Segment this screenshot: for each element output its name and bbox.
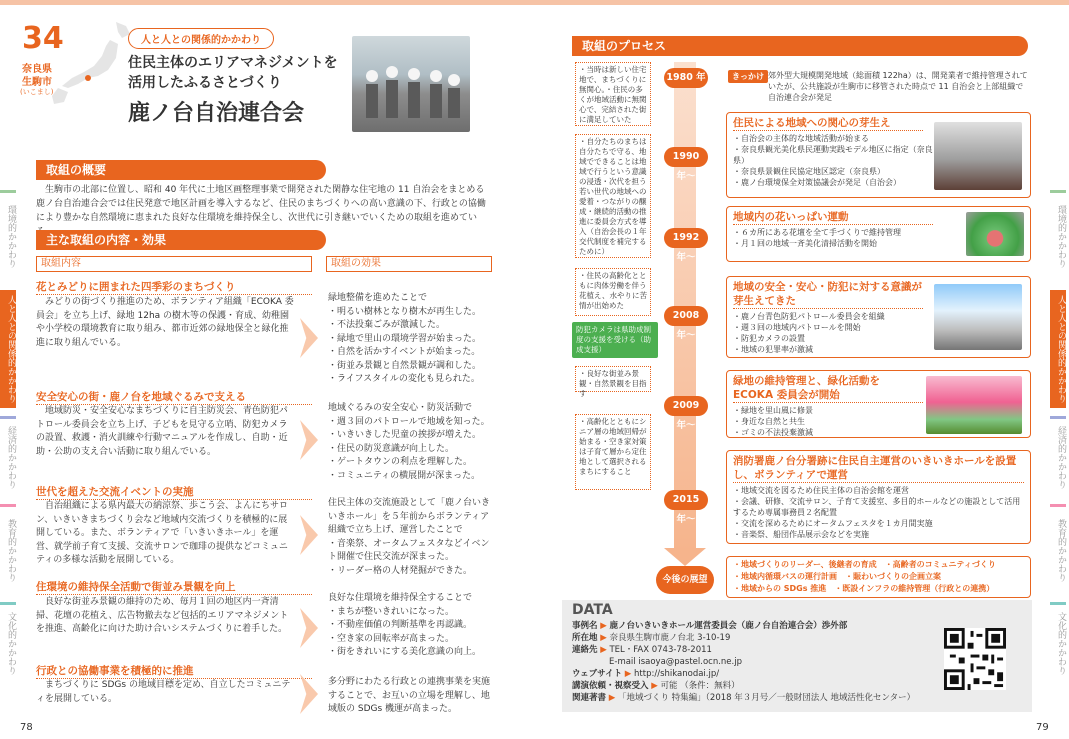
event-2009-title: 緑地の維持管理と、緑化活動を ECOKA 委員会が開始 <box>733 374 923 403</box>
side-tab-education-right[interactable]: 教育的かかわり <box>1050 504 1066 594</box>
item-5-body: まちづくりに SDGs の地域目標を定め、自立したコミュニティを展開している。 <box>36 680 291 704</box>
year-1992: 1992 年〜 <box>664 228 708 248</box>
item-2-body: 地域防災・安全安心なまちづくりに自主防災会、青色防犯パトロール委員会を立ち上げ、子どもを見守る立哨、防犯カメラの設置、救護・消火訓練や行動マニュアルを作成し、自助・近助・公助の支え合い活動に取り組んでいる。 <box>36 406 288 457</box>
event-1992-photo <box>966 212 1024 256</box>
note-2008: ・住民の高齢化とともに肉体労働を伴う花植え、水やりに苦情が出始めた <box>575 268 651 316</box>
side-tab-education[interactable]: 教育的かかわり <box>0 504 16 594</box>
data-row-case: 事例名 ▶ 鹿ノ台いきいきホール運営委員会（鹿ノ台自治連合会）渉外部 <box>572 621 848 631</box>
people-illustration <box>352 36 470 132</box>
event-1992-body: ・６カ所にある花壇を全て手づくりで維持管理 ・月１回の地域一斉美化清掃活動を開始 <box>733 228 901 248</box>
subtitle-line-2: 活用したふるさとづくり <box>128 75 282 91</box>
timeline-arrow-head <box>664 548 706 566</box>
event-1990-photo <box>934 122 1022 190</box>
item-4-body: 良好な街並み景観の維持のため、毎月１回の地区内一斉清掃、花壇の花植え、広告物撤去など包括的エリアマネジメントを推進、高齢化に向けた助け合いシステムづくりに着手した。 <box>36 597 289 634</box>
prefecture: 奈良県 <box>22 64 52 75</box>
item-3-body: 自治組織による県内最大の納涼祭、歩こう会、よんにちサロン、いきいきまちづくり会など地域内交流づくりを積極的に展開している。また、ボランティアで「いきいきホール」を運営、就学前子育て支援、交流サロンで珈琲の提供などコミュニティの多様な活動を展開している。 <box>36 501 289 565</box>
event-2008-title: 地域の安全・安心・防犯に対する意識が芽生えてきた <box>733 281 922 307</box>
city-reading: (いこまし) <box>20 88 54 96</box>
event-1992-title: 地域内の花いっぱい運動 <box>733 210 933 225</box>
right-side-tabs <box>1050 190 1066 682</box>
data-row-lecture: 講演依頼・視察受入 ▶ 可能 （条件：無料） <box>572 681 740 691</box>
item-5-effect: 多分野にわたる行政との連携事業を実施することで、お互いの立場を理解し、地域版の SDGs 機運が高まった。 <box>328 677 491 714</box>
event-2009-photo <box>926 376 1022 434</box>
future-bubble <box>656 566 714 594</box>
item-4-title: 住環境の維持保全活動で街並み景観を向上 <box>36 580 312 595</box>
event-2015-title: 消防署鹿ノ台分署跡に住民自主運営のいきいきホールを設置し、ボランティアで運営 <box>733 454 1024 483</box>
future-box <box>726 556 1031 598</box>
note-1980: ・当時は新しい住宅地で、まちづくりに無関心。・住民の多くが地域活動に無関心で、完結された街に満足していた <box>575 62 651 126</box>
qr-code-icon[interactable] <box>944 628 1006 690</box>
overview-text: 生駒市の北部に位置し、昭和 40 年代に土地区画整理事業で開発された閑静な住宅地の 11 自治会をまとめる鹿ノ台自治連合会では住民発意で地区計画を導入するなど、住民のまちづくりへの高い意識の下、行政との協働により豊かな自然環境に恵まれた良好な住環境を維持保全し、次世代に引き継いでいくための取組を進めてい <box>36 185 486 223</box>
main-heading: 主な取組の内容・効果 <box>36 230 326 250</box>
year-1990: 1990 年〜 <box>664 147 708 167</box>
side-tab-culture[interactable]: 文化的かかわり <box>0 602 16 682</box>
data-row-email: E-mail isaoya@pastel.ocn.ne.jp <box>609 657 742 667</box>
arrow-2-icon <box>300 420 318 460</box>
future-label: 今後の展望 <box>662 575 708 585</box>
side-tab-environment-right[interactable]: 環境的かかわり <box>1050 190 1066 280</box>
item-2-title: 安全安心の街・鹿ノ台を地域ぐるみで支える <box>36 390 312 405</box>
page-title: 鹿ノ台自治連合会 <box>128 101 305 126</box>
side-tab-economy[interactable]: 経済的かかわり <box>0 416 16 496</box>
page-number-right: 79 <box>1036 722 1049 733</box>
note-2015: ・高齢化とともにシニア層の地域回帰が始まる・空き家対策は子育て層から定住地として選択されるまちにすること <box>575 414 651 490</box>
year-1980: 1980 年 <box>664 68 708 88</box>
col-content-header: 取組内容 <box>36 256 312 272</box>
overview-heading: 取組の概要 <box>36 160 326 180</box>
city: 生駒市 <box>22 77 52 88</box>
left-side-tabs <box>0 190 16 682</box>
event-2009-body: ・緑地を里山風に修景 ・身近な自然と共生 ・ゴミの不法投棄激減 <box>733 406 813 437</box>
event-1990-title: 住民による地域への関心の芽生え <box>733 116 923 131</box>
category-badge <box>128 28 274 49</box>
page-number-left: 78 <box>20 722 33 733</box>
side-tab-environment[interactable]: 環境的かかわり <box>0 190 16 280</box>
arrow-4-icon <box>300 608 318 648</box>
event-2008-photo <box>934 284 1022 350</box>
subtitle-line-1: 住民主体のエリアマネジメントを <box>128 55 338 71</box>
arrow-1-icon <box>300 318 318 358</box>
item-1-body: みどりの街づくり推進のため、ボランティア組織「ECOKA 委員会」を立ち上げ、緑地 12ha の樹木等の保護・育成、幼稚園や小学校の環境教育に取り組み、都市近郊の緑地保全と緑化推進に取り組んでいる。 <box>36 297 294 348</box>
data-list <box>572 620 932 704</box>
arrow-3-icon <box>300 515 318 555</box>
future-items: ・地域づくりのリーダー、後継者の育成 ・高齢者のコミュニティづくり ・地域内循環バスの運行計画 ・賑わいづくりの企画立案 ・地域からの SDGs 推進 ・既設インフラの維持管理（行政との連携） <box>733 560 996 593</box>
side-tab-relationship[interactable]: 人と人との関係的かかわり <box>0 290 16 408</box>
side-tab-relationship-right[interactable]: 人と人との関係的かかわり <box>1050 290 1066 408</box>
event-2015-body: ・地域交流を図るため住民主体の自治会館を運営 ・会議、研修、交流サロン、子育て支援室、多目的ホールなどの施設として活用するため専属事務員２名配置 ・交流を深めるためにオータムフェスタを１カ月間実施 ・音楽祭、船団作品展示会などを実施 <box>733 486 1021 539</box>
data-row-website: ウェブサイト ▶ http://shikanodai.jp/ <box>572 669 720 679</box>
item-1-effect: 緑地整備を進めたことで ・明るい樹林となり樹木が再生した。 ・不法投棄ごみが激減した。 ・緑地で里山の環境学習が始まった。 ・自然を活かすイベントが始まった。 ・街並み景観と自然景観が調和した。 ・ライフスタイルの変化も見られた。 <box>328 293 482 384</box>
year-2008: 2008 年〜 <box>664 306 708 326</box>
item-2-effect: 地域ぐるみの安全安心・防災活動で ・週３回のパトロールで地域を知った。 ・いきいきした児童の挨拶が増えた。 ・住民の防災意識が向上した。 ・ゲートタウンの利点を理解した。 ・コミュニティの横展開が深まった。 <box>328 403 490 481</box>
item-5-title: 行政との協働事業を積極的に推進 <box>36 664 312 679</box>
meeting-photo <box>352 36 470 132</box>
year-2015: 2015 年〜 <box>664 490 708 510</box>
note-1990: ・自分たちのまちは自分たちで守る、地域でできることは地域で行うという意識の浸透・次代を担う若い世代の地域への愛着・つながりの醸成・継続的活動の推進に委員会方式を導入（自治会長の１年交代制度を補完するために） <box>575 134 651 258</box>
event-2015 <box>726 450 1031 544</box>
col-effect-header: 取組の効果 <box>326 256 492 272</box>
top-accent-bar <box>0 0 1069 5</box>
kikkake-badge: きっかけ <box>728 70 768 83</box>
item-4-effect: 良好な住環境を維持保全することで ・まちが整いきれいになった。 ・不動産価値の判断基準を再認識。 ・空き家の回転率が高まった。 ・街をきれいにする美化意識の向上。 <box>328 593 482 657</box>
data-row-contact: 連絡先 ▶ TEL・FAX 0743-78-2011 <box>572 645 712 655</box>
data-row-address: 所在地 ▶ 奈良県生駒市鹿ノ台北 3-10-19 <box>572 633 731 643</box>
data-heading: DATA <box>572 602 613 618</box>
event-2008-body: ・鹿ノ台青色防犯パトロール委員会を組織 ・週３回の地域内パトロールを開始 ・防犯カメラの設置 ・地域の犯罪率が激減 <box>733 312 885 354</box>
arrow-5-icon <box>300 674 318 714</box>
note-2009: ・良好な街並み景観・自然景観を目指す <box>575 366 651 392</box>
item-3-effect: 住民主体の交流施設として「鹿ノ台いきいきホール」を５年前からボランティア組織で立ち上げ、運営したことで ・音楽祭、オータムフェスタなどイベント開催で住民交流が深まった。 ・リーダー格の人材発掘ができた。 <box>328 498 491 576</box>
camera-note: 防犯カメラは県助成制度の支援を受ける（助成支援） <box>572 322 658 358</box>
item-1-title: 花とみどりに囲まれた四季彩のまちづくり <box>36 280 312 295</box>
side-tab-economy-right[interactable]: 経済的かかわり <box>1050 416 1066 496</box>
process-heading: 取組のプロセス <box>572 36 1028 56</box>
event-1990-body: ・自治会の主体的な地域活動が始まる ・奈良県観光美化県民運動実践モデル地区に指定（奈良県） ・奈良県景観住民協定地区認定（奈良県） ・鹿ノ台環境保全対策協議会が発足（自治会） <box>733 134 933 187</box>
japan-map-icon <box>38 18 134 108</box>
data-row-books: 関連著書 ▶ 「地域づくり 特集編」（2018 年３月号／一般財団法人 地域活性化センター） <box>572 693 916 703</box>
kikkake-text: 郊外型大規模開発地域（総面積 122ha）は、開発業者で維持管理されていたが、公共施設が生駒市に移管された時点で 11 自治会と上部組織で自治連合会が発足 <box>768 71 1028 102</box>
year-2009: 2009 年〜 <box>664 396 708 416</box>
case-number: 34 <box>22 21 64 56</box>
category-label: 人と人との関係的かかわり <box>141 35 261 46</box>
side-tab-culture-right[interactable]: 文化的かかわり <box>1050 602 1066 682</box>
item-3-title: 世代を超えた交流イベントの実施 <box>36 485 312 500</box>
